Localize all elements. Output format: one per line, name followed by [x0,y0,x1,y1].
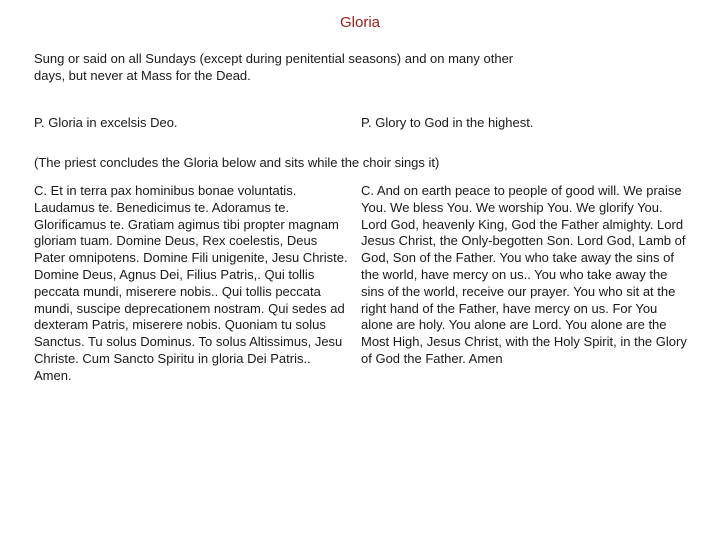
priest-english-text: P. Glory to God in the highest. [361,115,534,130]
intro-paragraph: Sung or said on all Sundays (except during penitential seasons) and on many other days, but never at Mass for the Dead. [34,51,514,83]
rubric-note: (The priest concludes the Gloria below and sits while the choir sings it) [34,155,440,170]
page-title: Gloria [339,14,380,31]
priest-latin-text: P. Gloria in excelsis Deo. [34,115,178,130]
choir-latin-text: C. Et in terra pax hominibus bonae voluntatis. Laudamus te. Benedicimus te. Adoramus te. Glorificamus te. Gratiam agimus tibi propter magnam gloriam tuam. Domine Deus, Rex coelestis, Deus Pater omnipotens. Domine Fili unigenite, Jesu Christe. Domine Deus, Agnus Dei, Filius Patris,. Qui tollis peccata mundi, miserere nobis.. Qui tollis peccata mundi, suscipe deprecationem nostram. Qui sedes ad dexteram Patris, miserere nobis. Quoniam tu solus Sanctus. Tu solus Dominus. To solus Altissimus, Jesu Christe. Cum Sancto Spiritu in gloria Dei Patris.. Amen. [34,183,348,383]
choir-english-text: C. And on earth peace to people of good will. We praise You. We bless You. We worship You. We glorify You. Lord God, heavenly King, God the Father almighty. Lord Jesus Christ, the Only-begotten Son. Lord God, Lamb of God, Son of the Father. You who take away the sins of the world, have mercy on us.. You who take away the sins of the world, receive our prayer. You who sit at the right hand of the Father, have mercy on us. For You alone are holy. You alone are Lord. You alone are the Most High, Jesus Christ, with the Holy Spirit, in the Glory of God the Father. Amen [361,183,687,366]
